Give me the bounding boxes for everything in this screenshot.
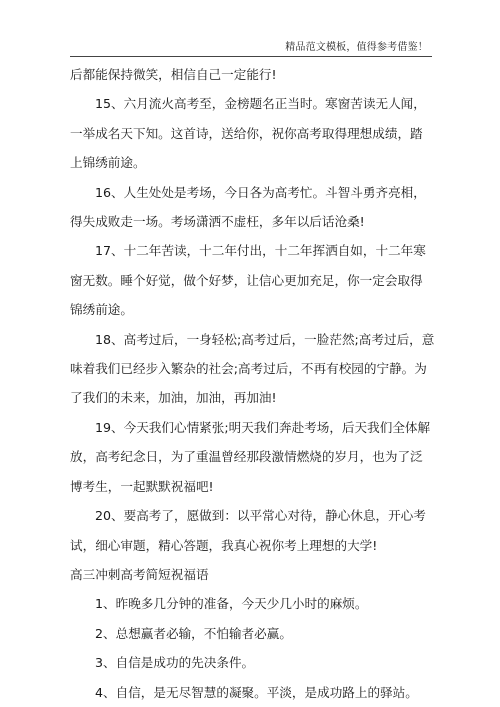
paragraph xyxy=(70,89,434,177)
paragraph-line: 16、人生处处是考场，今日各为高考忙。斗智斗勇齐亮相， xyxy=(95,184,426,200)
document-body xyxy=(70,60,434,707)
paragraph-line: 试，细心审题，精心答题，我真心祝你考上理想的大学! xyxy=(70,537,378,553)
list-item: 2、总想赢者必输，不怕输者必赢。 xyxy=(95,625,292,641)
paragraph-line: 放，高考纪念日，为了重温曾经那段激情燃烧的岁月，也为了泛 xyxy=(70,449,423,465)
paragraph-line: 一举成名天下知。这首诗，送给你，祝你高考取得理想成绩，踏 xyxy=(70,125,423,141)
paragraph-line: 19、今天我们心情紧张;明天我们奔赴考场，后天我们全体解 xyxy=(95,419,431,435)
paragraph xyxy=(70,236,434,324)
page-header xyxy=(70,36,432,57)
blessing-list xyxy=(70,589,434,707)
paragraph-line: 了我们的未来，加油，加油，再加油! xyxy=(70,390,277,406)
paragraph-line: 窗无数。睡个好觉，做个好梦，让信心更加充足，你一定会取得 xyxy=(70,272,423,288)
paragraph-line: 博考生，一起默默祝福吧! xyxy=(70,478,214,494)
list-item: 3、自信是成功的先决条件。 xyxy=(95,655,255,671)
paragraph-line: 上锦绣前途。 xyxy=(70,155,146,171)
list-item: 1、昨晚多几分钟的准备，今天少几小时的麻烦。 xyxy=(95,596,368,612)
paragraph xyxy=(70,60,434,89)
section-title: 高三冲刺高考简短祝福语 xyxy=(70,566,209,582)
paragraph-line: 20、要高考了，愿做到：以平常心对待，静心休息，开心考 xyxy=(95,508,426,524)
header-text: 精品范文模板，值得参考借鉴！ xyxy=(285,42,428,53)
paragraph-line: 得失成败走一场。考场潇洒不虚枉，多年以后话沧桑! xyxy=(70,214,365,230)
paragraph-line: 18、高考过后，一身轻松;高考过后，一脸茫然;高考过后，意 xyxy=(95,331,435,347)
paragraph xyxy=(70,413,434,501)
list-item: 4、自信，是无尽智慧的凝聚。平淡，是成功路上的驿站。 xyxy=(95,684,418,700)
paragraph-line: 15、六月流火高考至，金榜题名正当时。寒窗苦读无人闻， xyxy=(95,96,426,112)
paragraph xyxy=(70,501,434,560)
paragraph-line: 锦绣前途。 xyxy=(70,302,133,318)
paragraph xyxy=(70,325,434,413)
paragraph xyxy=(70,178,434,237)
paragraph-line: 17、十二年苦读，十二年付出，十二年挥洒自如，十二年寒 xyxy=(95,243,426,259)
paragraph-line: 后都能保持微笑，相信自己一定能行! xyxy=(70,67,277,82)
paragraph-line: 味着我们已经步入繁杂的社会;高考过后，不再有校园的宁静。为 xyxy=(70,361,427,377)
